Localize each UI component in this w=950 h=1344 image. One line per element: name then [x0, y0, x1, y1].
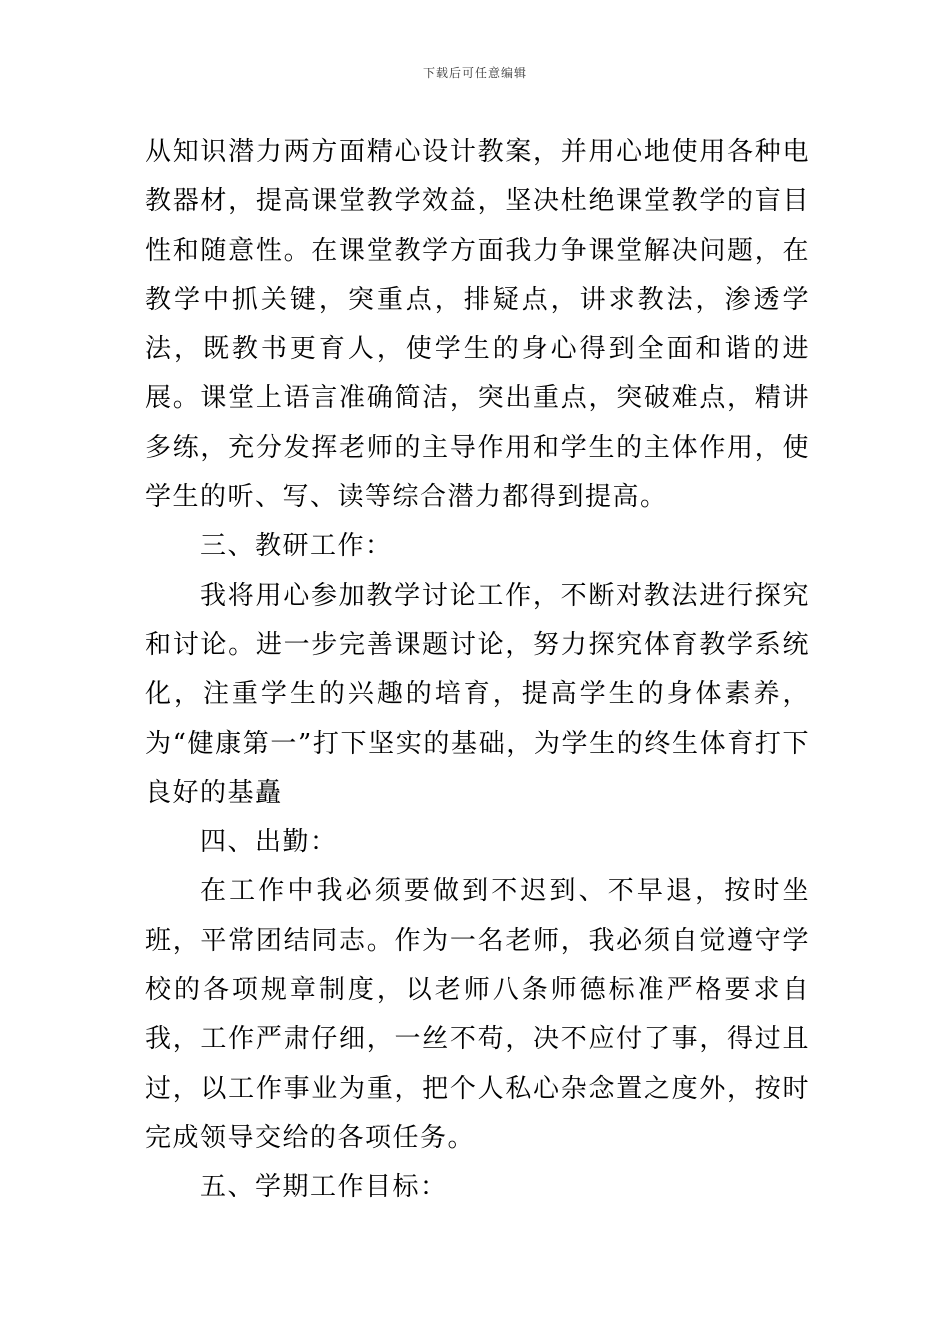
- section-heading-attendance: 四、出勤：: [200, 827, 338, 858]
- paragraph-teaching-continuation: 从知识潜力两方面精心设计教案，并用心地使用各种电教器材，提高课堂教学效益，坚决杜绝课堂教学的盲目性和随意性。在课堂教学方面我力争课堂解决问题，在教学中抓关键，突重点，排疑点，讲求教法，渗透学法，既教书更育人，使学生的身心得到全面和谐的进展。课堂上语言准确简洁，突出重点，突破难点，精讲多练，充分发挥老师的主导作用和学生的主体作用，使学生的听、写、读等综合潜力都得到提高。: [145, 137, 810, 513]
- page-header: 下载后可任意编辑: [422, 66, 527, 80]
- section-heading-research: 三、教研工作：: [200, 531, 393, 562]
- paragraph-research: 我将用心参加教学讨论工作，不断对教法进行探究和讨论。进一步完善课题讨论，努力探究体育教学系统化，注重学生的兴趣的培育，提高学生的身体素养，为“健康第一”打下坚实的基础，为学生的终生体育打下良好的基矗: [145, 580, 810, 808]
- paragraph-attendance: 在工作中我必须要做到不迟到、不早退，按时坐班，平常团结同志。作为一名老师，我必须自觉遵守学校的各项规章制度，以老师八条师德标准严格要求自我，工作严肃仔细，一丝不苟，决不应付了事，得过且过，以工作事业为重，把个人私心杂念置之度外，按时完成领导交给的各项任务。: [145, 876, 810, 1153]
- document-body: [145, 128, 810, 1213]
- section-heading-goals: 五、学期工作目标：: [200, 1172, 448, 1203]
